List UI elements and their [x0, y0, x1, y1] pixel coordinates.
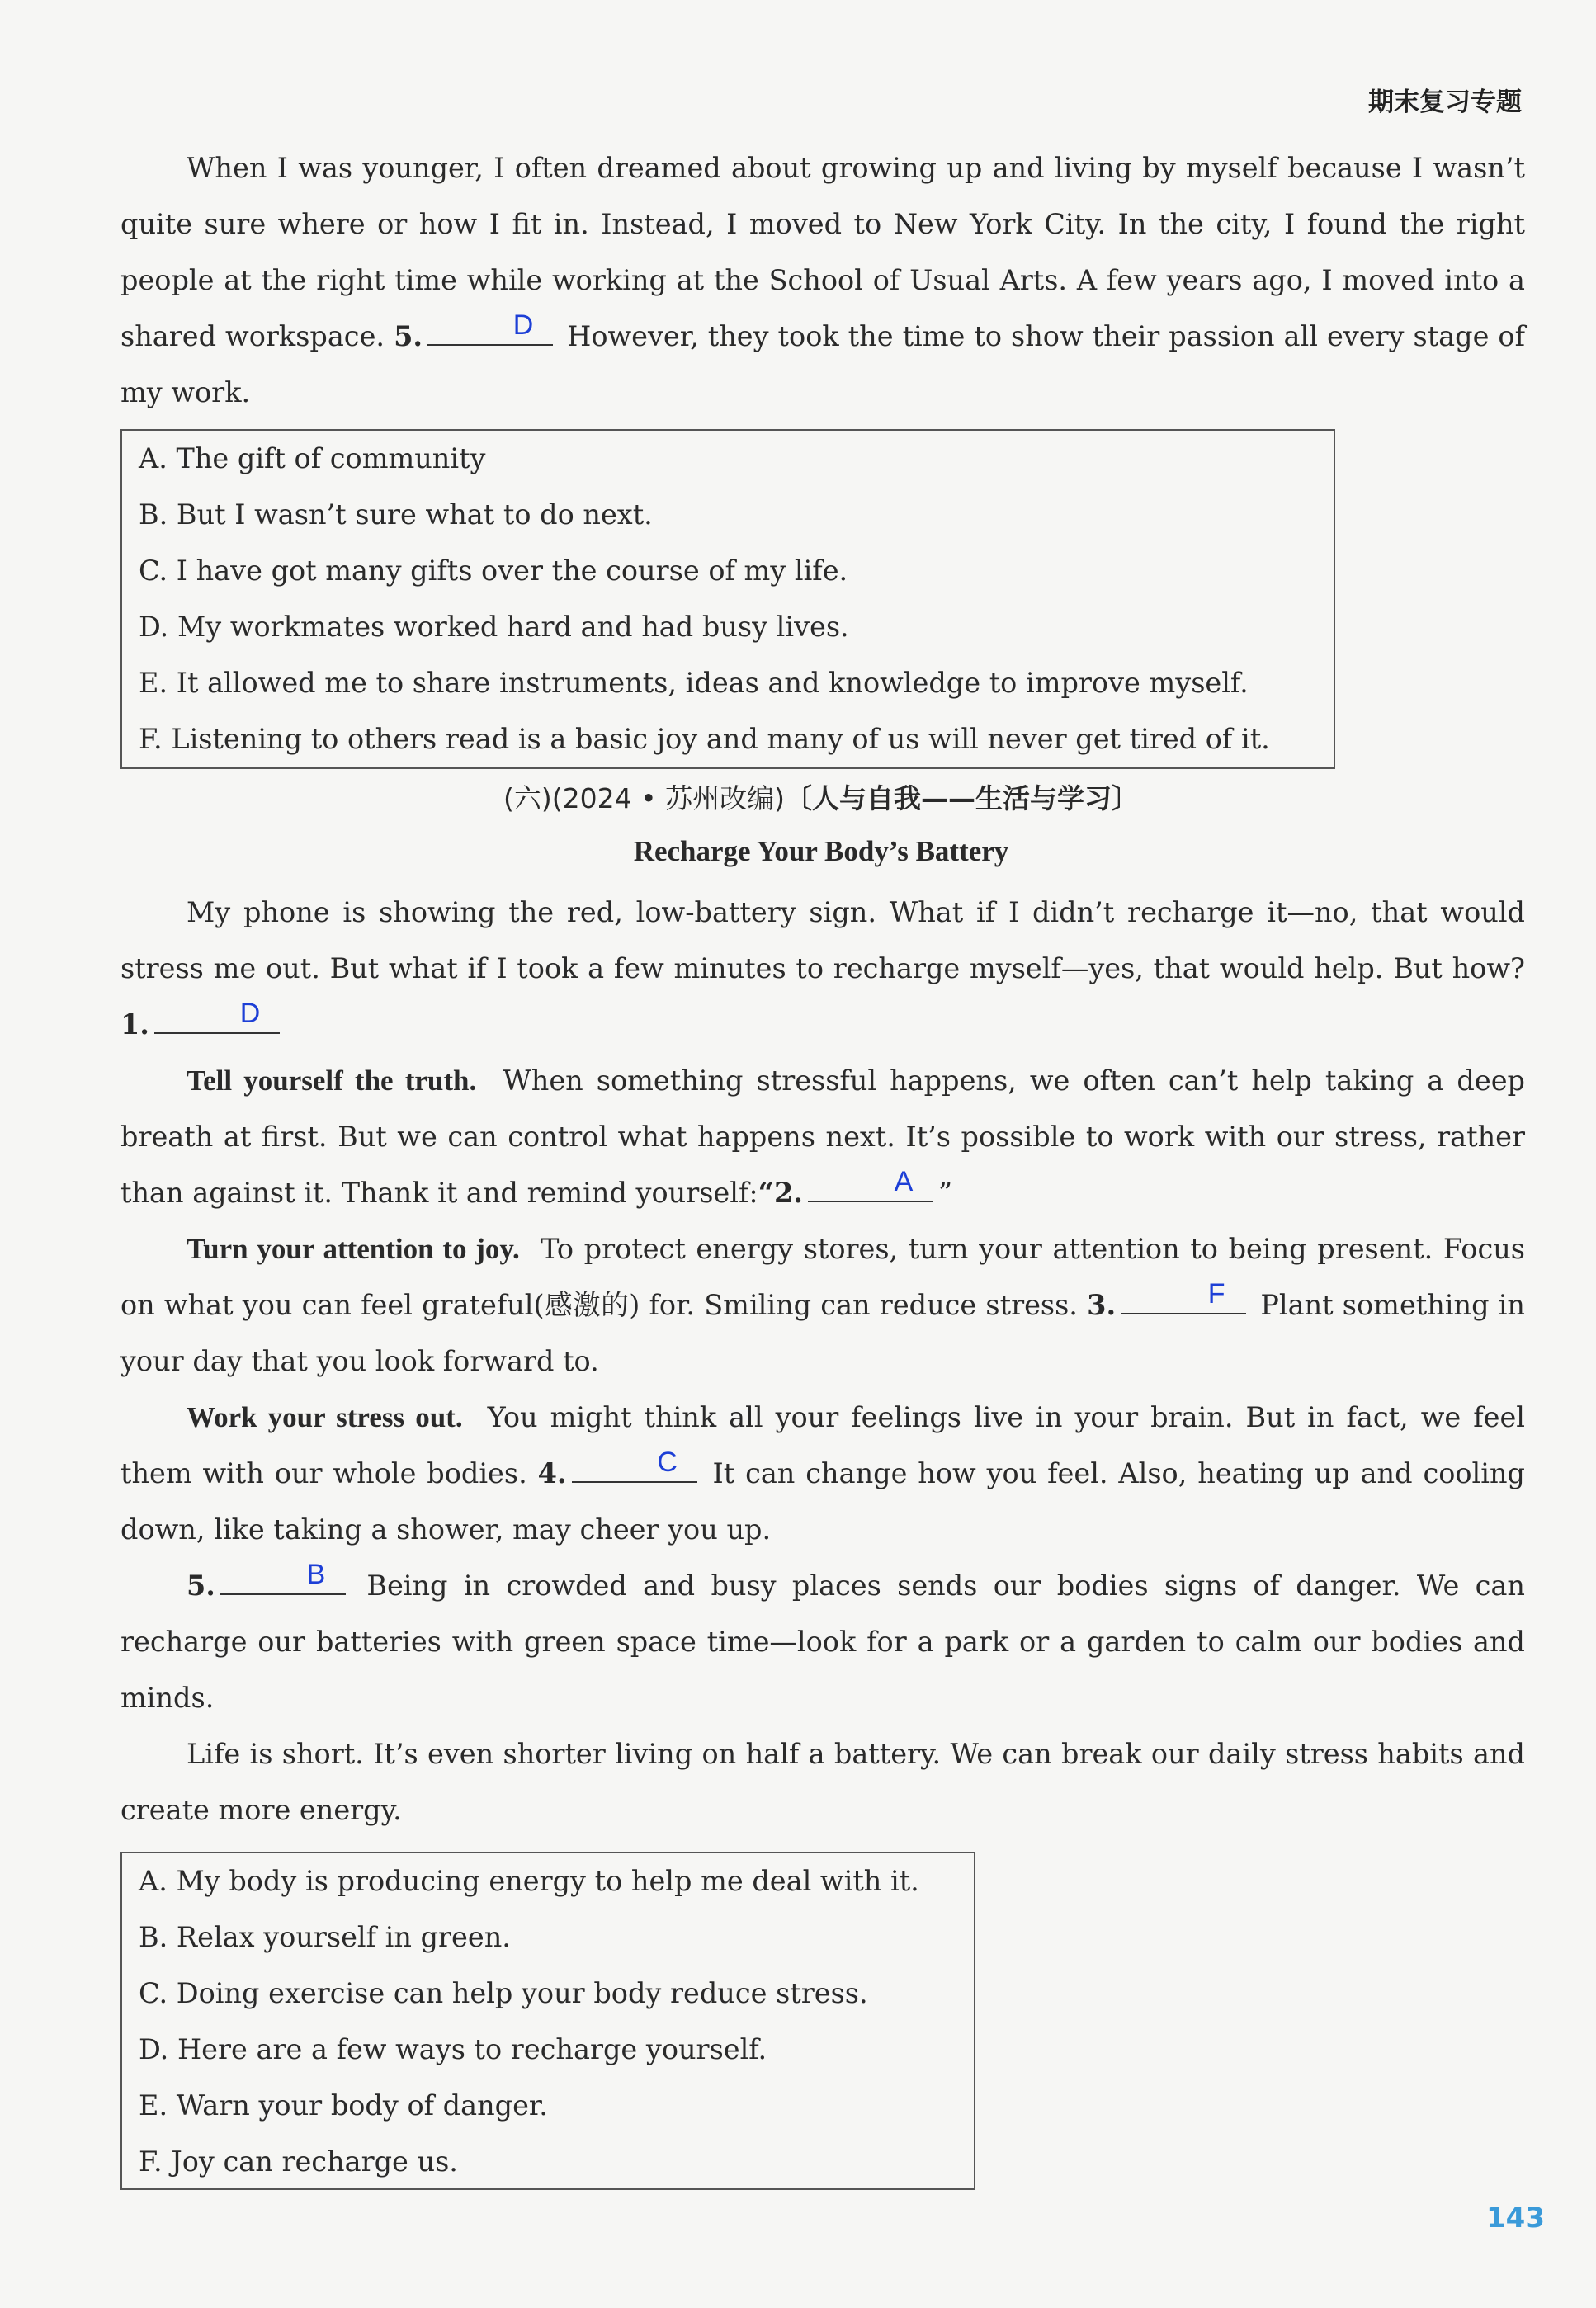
option-item: F. Joy can recharge us.: [139, 2145, 458, 2178]
answer-text: A: [894, 1166, 914, 1197]
option-item: F. Listening to others read is a basic joy and many of us will never get tired of it.: [139, 723, 1270, 755]
quote-mark: “: [758, 1177, 774, 1209]
paragraph-text: My phone is showing the red, low-battery sign. What if I didn’t recharge it—no, that would stress me out. But what if I took a few minutes to recharge myself—yes, that would help. But how?: [120, 896, 1525, 984]
paragraph-text: It can change how you feel. Also, heating up and cooling down, like taking a shower, may cheer you up.: [120, 1457, 1525, 1546]
paragraph-5: [120, 1558, 1525, 1726]
option-item: A. My body is producing energy to help me deal with it.: [139, 1865, 919, 1897]
blank-number: 5.: [394, 320, 423, 352]
answer-text: D: [239, 998, 261, 1029]
answer-text: D: [512, 309, 534, 341]
paragraph-3: [120, 1221, 1525, 1390]
paragraph-text: Being in crowded and busy places sends our bodies signs of danger. We can recharge our batteries with green space time—look for a park or a garden to calm our bodies and minds.: [120, 1569, 1525, 1714]
option-item: B. But I wasn’t sure what to do next.: [139, 498, 653, 531]
blank-number: 2.: [773, 1177, 803, 1209]
option-item: D. Here are a few ways to recharge yourself.: [139, 2033, 767, 2065]
option-item: E. Warn your body of danger.: [139, 2089, 548, 2122]
paragraph-text: Plant something in your day that you look forward to.: [120, 1289, 1526, 1377]
answer-text: B: [306, 1559, 326, 1590]
paragraph-heading: Work your stress out.: [187, 1401, 463, 1433]
section-heading: [0, 777, 1596, 816]
option-item: C. Doing exercise can help your body reduce stress.: [139, 1977, 868, 2009]
paragraph-text: When something stressful happens, we often can’t help taking a deep breath at first. But we can control what happens next. It’s possible to work with our stress, rather than against it. Thank it and remind yourself:: [120, 1064, 1525, 1209]
passage-six: [120, 885, 1525, 1838]
options-box-2: [120, 1852, 975, 2190]
blank-number: 3.: [1087, 1289, 1117, 1321]
passage-title: Recharge Your Body’s Battery: [633, 835, 1009, 867]
option-item: D. My workmates worked hard and had busy lives.: [139, 611, 849, 643]
blank-number: 5.: [187, 1569, 215, 1602]
answer-blank-5b[interactable]: [220, 1559, 346, 1595]
option-item: C. I have got many gifts over the course of my life.: [139, 555, 848, 587]
option-item: E. It allowed me to share instruments, ideas and knowledge to improve myself.: [139, 667, 1249, 699]
blank-number: 1.: [120, 1008, 149, 1041]
paragraph-heading: Tell yourself the truth.: [187, 1064, 477, 1097]
passage-five-paragraph: [120, 140, 1525, 421]
answer-text: F: [1207, 1278, 1225, 1310]
quote-mark: ”: [937, 1177, 953, 1209]
paragraph-6: [120, 1726, 1525, 1838]
paragraph-1: [120, 885, 1525, 1053]
section-label: (六)(2024 • 苏州改编): [503, 782, 785, 814]
paragraph-text: Life is short. It’s even shorter living on half a battery. We can break our daily stress habits and create more energy.: [120, 1738, 1525, 1826]
paragraph-4: [120, 1390, 1525, 1558]
answer-blank-2[interactable]: [808, 1166, 933, 1202]
options-box-1: [120, 429, 1335, 769]
option-item: A. The gift of community: [139, 442, 486, 474]
paragraph-2: [120, 1053, 1525, 1221]
page-number: 143: [1486, 2202, 1545, 2235]
answer-blank-1[interactable]: [154, 998, 280, 1034]
paragraph-text: To protect energy stores, turn your attention to being present. Focus on what you can feel grateful(感激的) for. Smiling can reduce stress.: [120, 1233, 1525, 1321]
paragraph-text: You might think all your feelings live in your brain. But in fact, we feel them with our whole bodies.: [120, 1401, 1525, 1489]
passage-text: When I was younger, I often dreamed about growing up and living by myself because I wasn’t quite sure where or how I fit in. Instead, I moved to New York City. In the city, I found the right people at the right time while working at the School of Usual Arts. A few years ago, I moved into a shared workspace.: [120, 152, 1525, 352]
passage-text: However, they took the time to show their passion all every stage of my work.: [120, 320, 1525, 408]
answer-blank-5[interactable]: [427, 309, 553, 346]
answer-blank-3[interactable]: [1121, 1278, 1246, 1314]
section-theme: 〔人与自我——生活与学习〕: [784, 782, 1139, 814]
answer-text: C: [657, 1447, 678, 1478]
page-header-title: 期末复习专题: [1368, 87, 1522, 117]
paragraph-heading: Turn your attention to joy.: [187, 1233, 520, 1265]
blank-number: 4.: [537, 1457, 567, 1489]
option-item: B. Relax yourself in green.: [139, 1921, 511, 1953]
answer-blank-4[interactable]: [572, 1447, 697, 1483]
